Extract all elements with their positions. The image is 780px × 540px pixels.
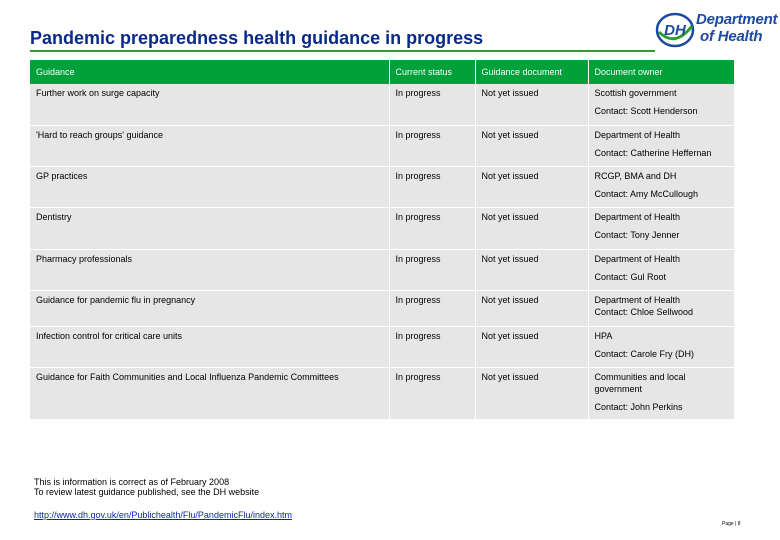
dh-logo-icon [655, 12, 695, 48]
owner-cell [588, 207, 734, 249]
guidance-cell: Guidance for pandemic flu in pregnancy [30, 290, 389, 326]
document-cell: Not yet issued [475, 125, 588, 166]
owner-contact: Contact: Carole Fry (DH) [594, 348, 695, 359]
status-cell: In progress [389, 326, 475, 367]
owner-contact: Contact: Chloe Sellwood [594, 306, 694, 317]
column-header-document-owner: Document owner [588, 60, 734, 84]
page-title: Pandemic preparedness health guidance in progress [30, 27, 655, 52]
table-row [30, 125, 734, 166]
table-row [30, 290, 734, 326]
dh-logo-text [696, 11, 778, 45]
owner-contact: Contact: Gul Root [594, 271, 667, 282]
guidance-cell: Guidance for Faith Communities and Local Influenza Pandemic Committees [30, 367, 389, 419]
owner-cell [588, 84, 734, 125]
owner-cell [588, 125, 734, 166]
owner-cell [588, 290, 734, 326]
guidance-cell: Pharmacy professionals [30, 249, 389, 290]
owner-name: Department of Health [594, 211, 681, 222]
footer-note [34, 477, 259, 497]
dh-logo [655, 8, 777, 52]
table-row [30, 326, 734, 367]
owner-cell [588, 166, 734, 207]
status-cell: In progress [389, 249, 475, 290]
status-cell: In progress [389, 207, 475, 249]
table-row [30, 166, 734, 207]
guidance-table [30, 60, 734, 420]
status-cell: In progress [389, 166, 475, 207]
owner-name: Department of Health [594, 129, 681, 140]
column-header-guidance-document: Guidance document [475, 60, 588, 84]
owner-name: Department of Health [594, 294, 681, 305]
document-cell: Not yet issued [475, 290, 588, 326]
document-cell: Not yet issued [475, 249, 588, 290]
owner-contact: Contact: Amy McCullough [594, 188, 699, 199]
dh-logo-mark: DH [664, 22, 686, 39]
guidance-cell: GP practices [30, 166, 389, 207]
owner-contact: Contact: Scott Henderson [594, 106, 698, 116]
footer-note-date: This is information is correct as of February 2008 [34, 477, 230, 487]
guidance-cell: Dentistry [30, 207, 389, 249]
logo-line-department: Department [696, 11, 778, 28]
document-cell: Not yet issued [475, 326, 588, 367]
table-row [30, 84, 734, 125]
owner-contact: Contact: John Perkins [594, 401, 683, 412]
owner-contact: Contact: Catherine Heffernan [594, 147, 712, 158]
guidance-cell: Infection control for critical care units [30, 326, 389, 367]
page-number: Page | 8 [722, 521, 741, 527]
status-cell: In progress [389, 290, 475, 326]
owner-cell [588, 367, 734, 419]
column-header-guidance: Guidance [30, 60, 389, 84]
logo-line-of-health: of Health [700, 28, 763, 45]
owner-name: RCGP, BMA and DH [594, 170, 677, 181]
owner-cell [588, 326, 734, 367]
document-cell: Not yet issued [475, 84, 588, 125]
status-cell: In progress [389, 84, 475, 125]
owner-name: HPA [594, 330, 613, 341]
owner-name: Scottish government [594, 88, 677, 98]
dh-website-link[interactable]: http://www.dh.gov.uk/en/Publichealth/Flu/PandemicFlu/index.htm [34, 510, 292, 520]
table-row [30, 367, 734, 419]
status-cell: In progress [389, 367, 475, 419]
owner-contact: Contact: Tony Jenner [594, 229, 680, 240]
table-row [30, 207, 734, 249]
owner-name: Department of Health [594, 253, 681, 264]
column-header-current-status: Current status [389, 60, 475, 84]
table-row [30, 249, 734, 290]
owner-cell [588, 249, 734, 290]
guidance-cell: Further work on surge capacity [30, 84, 389, 125]
footer-note-review: To review latest guidance published, see the DH website [34, 487, 260, 497]
document-cell: Not yet issued [475, 207, 588, 249]
document-cell: Not yet issued [475, 166, 588, 207]
document-cell: Not yet issued [475, 367, 588, 419]
status-cell: In progress [389, 125, 475, 166]
table-header-row [30, 60, 734, 84]
guidance-cell: 'Hard to reach groups' guidance [30, 125, 389, 166]
owner-name: Communities and local government [594, 371, 686, 394]
